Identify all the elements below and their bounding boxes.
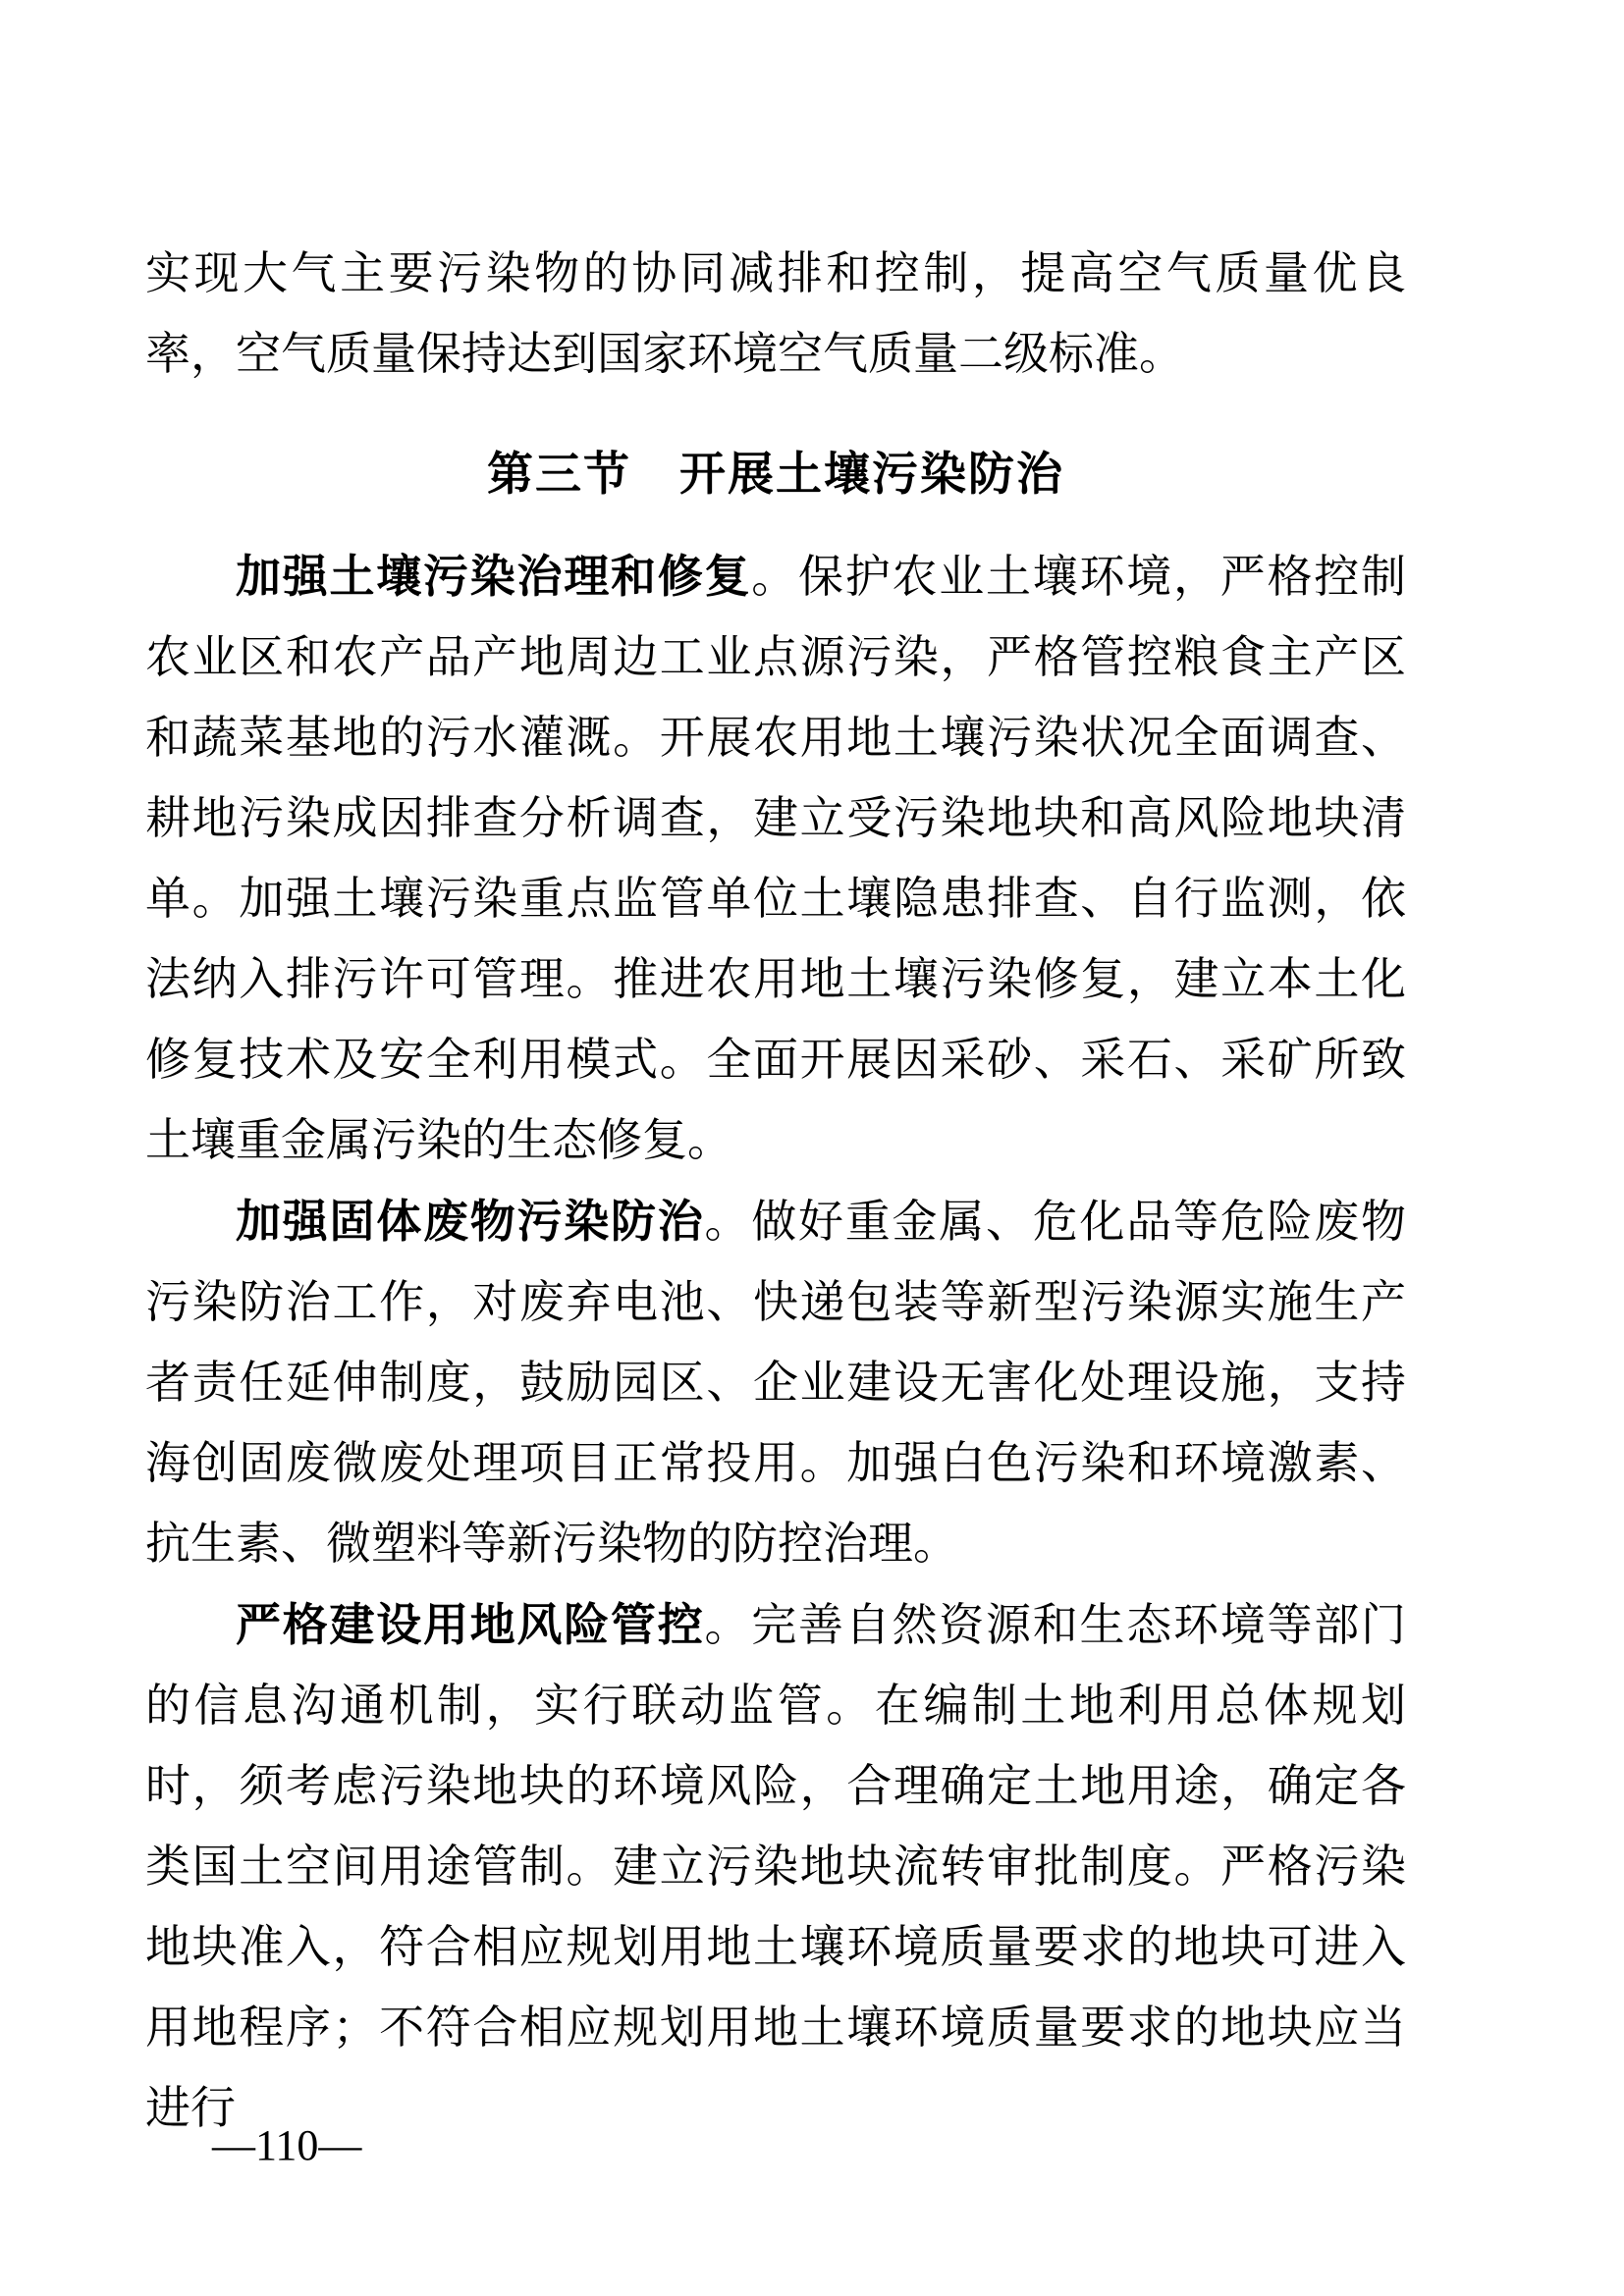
paragraph-lead-solid-waste: 加强固体废物污染防治 xyxy=(236,1196,705,1247)
page-content xyxy=(145,234,1406,2149)
paragraph-land-risk-control xyxy=(145,1584,1406,2149)
paragraph-body-land-risk-control: 。完善自然资源和生态环境等部门的信息沟通机制，实行联动监管。在编制土地利用总体规划时，须考虑污染地块的环境风险，合理确定土地用途，确定各类国土空间用途管制。建立污染地块流转审批制度。严格污染地块准入，符合相应规划用地土壤环境质量要求的地块可进入用地程序；不符合相应规划用地土壤环境质量要求的地块应当进行 xyxy=(145,1600,1406,2133)
section-heading: 第三节 开展土壤污染防治 xyxy=(487,448,1064,500)
paragraph-body-solid-waste: 。做好重金属、危化品等危险废物污染防治工作，对废弃电池、快递包装等新型污染源实施生产者责任延伸制度，鼓励园区、企业建设无害化处理设施，支持海创固废微废处理项目正常投用。加强白色污染和环境激素、抗生素、微塑料等新污染物的防控治理。 xyxy=(145,1197,1406,1569)
paragraph-lead-land-risk-control: 严格建设用地风险管控 xyxy=(236,1599,705,1650)
paragraph-solid-waste xyxy=(145,1181,1406,1584)
page-number: —110— xyxy=(212,2121,362,2169)
paragraph-air-quality-continuation: 实现大气主要污染物的协同减排和控制，提高空气质量优良率，空气质量保持达到国家环境空气质量二级标准。 xyxy=(145,248,1406,379)
paragraph-soil-remediation xyxy=(145,536,1406,1181)
paragraph-lead-soil-remediation: 加强土壤污染治理和修复 xyxy=(236,551,752,602)
paragraph-body-soil-remediation: 。保护农业土壤环境，严格控制农业区和农产品产地周边工业点源污染，严格管控粮食主产区和蔬菜基地的污水灌溉。开展农用地土壤污染状况全面调查、耕地污染成因排查分析调查，建立受污染地块和高风险地块清单。加强土壤污染重点监管单位土壤隐患排查、自行监测，依法纳入排污许可管理。推进农用地土壤污染修复，建立本土化修复技术及安全利用模式。全面开展因采砂、采石、采矿所致土壤重金属污染的生态修复。 xyxy=(145,552,1406,1165)
